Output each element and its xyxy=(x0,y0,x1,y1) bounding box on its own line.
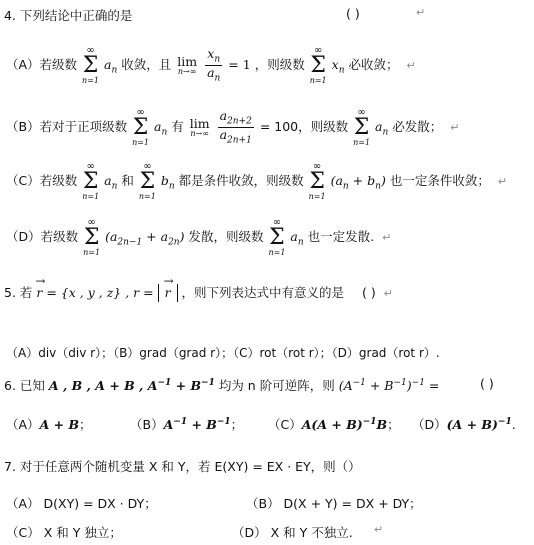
q4-answer-paren: ( ) xyxy=(346,6,360,21)
return-mark: ↵ xyxy=(416,6,426,19)
q4-stem: 4. 下列结论中正确的是 xyxy=(4,8,133,23)
